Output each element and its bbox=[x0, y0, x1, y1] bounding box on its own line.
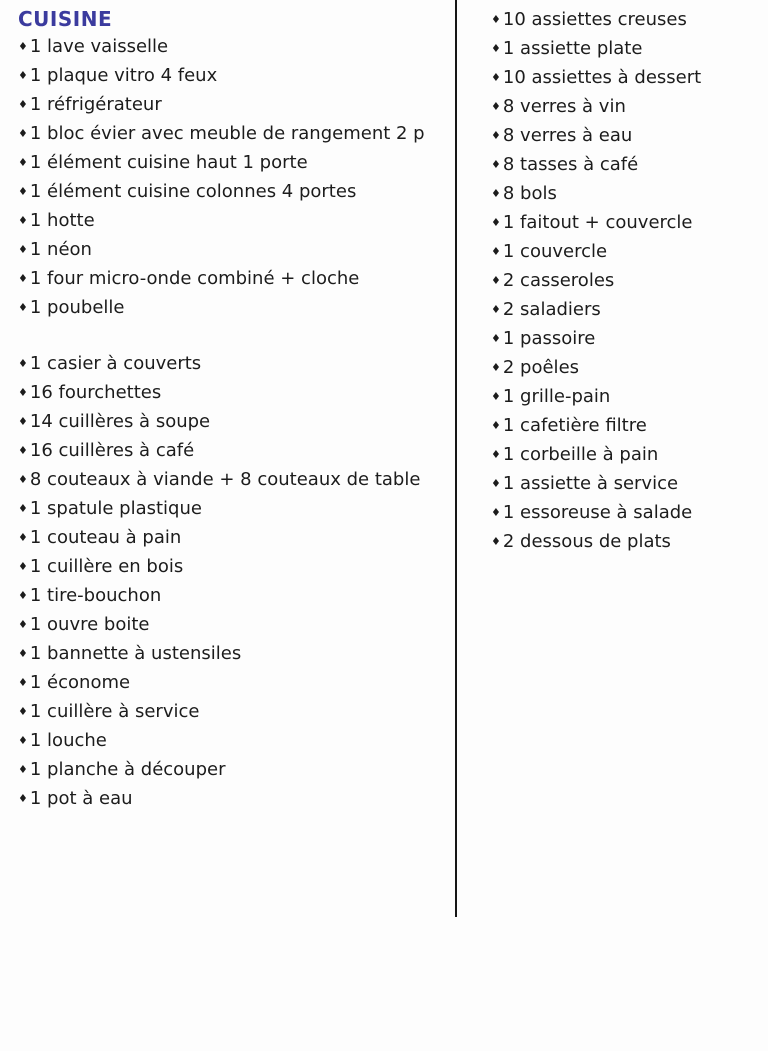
item-label: 1 ouvre boite bbox=[29, 614, 150, 635]
item-label: 1 planche à découper bbox=[29, 759, 226, 780]
list-item bbox=[491, 64, 763, 93]
item-label: 1 hotte bbox=[29, 210, 95, 231]
item-label: 8 couteaux à viande + 8 couteaux de table bbox=[29, 469, 421, 490]
list-item bbox=[491, 238, 763, 267]
list-item bbox=[18, 437, 448, 466]
page-title: CUISINE bbox=[18, 7, 113, 31]
diamond-bullet-icon: ♦ bbox=[18, 502, 28, 515]
diamond-bullet-icon: ♦ bbox=[18, 357, 28, 370]
list-item bbox=[18, 236, 448, 265]
list-item bbox=[18, 33, 448, 62]
list-item bbox=[18, 495, 448, 524]
item-label: 1 cafetière filtre bbox=[502, 415, 647, 436]
item-label: 1 cuillère en bois bbox=[29, 556, 184, 577]
list-item bbox=[18, 120, 448, 149]
list-item bbox=[18, 756, 448, 785]
list-item bbox=[18, 62, 448, 91]
diamond-bullet-icon: ♦ bbox=[491, 129, 501, 142]
list-item bbox=[491, 6, 763, 35]
list-item bbox=[18, 640, 448, 669]
diamond-bullet-icon: ♦ bbox=[18, 40, 28, 53]
diamond-bullet-icon: ♦ bbox=[491, 361, 501, 374]
diamond-bullet-icon: ♦ bbox=[18, 473, 28, 486]
diamond-bullet-icon: ♦ bbox=[491, 187, 501, 200]
list-item bbox=[18, 466, 448, 495]
list-item bbox=[491, 499, 763, 528]
item-label: 1 spatule plastique bbox=[29, 498, 202, 519]
item-label: 1 grille-pain bbox=[502, 386, 611, 407]
list-item bbox=[18, 207, 448, 236]
item-label: 1 casier à couverts bbox=[29, 353, 202, 374]
diamond-bullet-icon: ♦ bbox=[18, 386, 28, 399]
diamond-bullet-icon: ♦ bbox=[18, 415, 28, 428]
diamond-bullet-icon: ♦ bbox=[491, 477, 501, 490]
list-item bbox=[18, 582, 448, 611]
item-label: 1 four micro-onde combiné + cloche bbox=[29, 268, 360, 289]
diamond-bullet-icon: ♦ bbox=[491, 506, 501, 519]
diamond-bullet-icon: ♦ bbox=[491, 100, 501, 113]
diamond-bullet-icon: ♦ bbox=[18, 647, 28, 660]
item-label: 2 casseroles bbox=[502, 270, 615, 291]
diamond-bullet-icon: ♦ bbox=[18, 763, 28, 776]
item-label: 1 poubelle bbox=[29, 297, 125, 318]
list-item bbox=[491, 267, 763, 296]
list-item bbox=[491, 122, 763, 151]
diamond-bullet-icon: ♦ bbox=[18, 444, 28, 457]
list-item bbox=[18, 553, 448, 582]
diamond-bullet-icon: ♦ bbox=[491, 303, 501, 316]
item-label: 16 fourchettes bbox=[29, 382, 162, 403]
list-item bbox=[491, 296, 763, 325]
diamond-bullet-icon: ♦ bbox=[18, 734, 28, 747]
list-item bbox=[18, 408, 448, 437]
diamond-bullet-icon: ♦ bbox=[18, 98, 28, 111]
blank-line-spacer bbox=[18, 323, 448, 350]
item-label: 1 couvercle bbox=[502, 241, 608, 262]
item-label: 1 passoire bbox=[502, 328, 596, 349]
diamond-bullet-icon: ♦ bbox=[491, 216, 501, 229]
item-label: 8 bols bbox=[502, 183, 557, 204]
list-item bbox=[491, 441, 763, 470]
item-label: 10 assiettes creuses bbox=[502, 9, 687, 30]
list-item bbox=[491, 354, 763, 383]
list-item bbox=[18, 350, 448, 379]
list-item bbox=[18, 178, 448, 207]
list-item bbox=[18, 611, 448, 640]
item-label: 1 louche bbox=[29, 730, 107, 751]
item-label: 8 verres à eau bbox=[502, 125, 633, 146]
item-label: 8 tasses à café bbox=[502, 154, 639, 175]
diamond-bullet-icon: ♦ bbox=[491, 448, 501, 461]
item-label: 1 pot à eau bbox=[29, 788, 133, 809]
item-label: 1 tire-bouchon bbox=[29, 585, 162, 606]
item-label: 2 saladiers bbox=[502, 299, 601, 320]
diamond-bullet-icon: ♦ bbox=[18, 792, 28, 805]
list-item bbox=[18, 698, 448, 727]
diamond-bullet-icon: ♦ bbox=[18, 69, 28, 82]
item-label: 1 bannette à ustensiles bbox=[29, 643, 242, 664]
diamond-bullet-icon: ♦ bbox=[18, 676, 28, 689]
diamond-bullet-icon: ♦ bbox=[491, 71, 501, 84]
item-label: 1 élément cuisine colonnes 4 portes bbox=[29, 181, 357, 202]
list-item bbox=[491, 209, 763, 238]
list-item bbox=[18, 524, 448, 553]
item-label: 2 poêles bbox=[502, 357, 580, 378]
list-item bbox=[18, 727, 448, 756]
list-item bbox=[18, 294, 448, 323]
item-label: 8 verres à vin bbox=[502, 96, 626, 117]
list-item bbox=[18, 669, 448, 698]
list-item bbox=[18, 785, 448, 814]
item-label: 1 assiette plate bbox=[502, 38, 643, 59]
diamond-bullet-icon: ♦ bbox=[18, 589, 28, 602]
item-label: 1 élément cuisine haut 1 porte bbox=[29, 152, 308, 173]
item-label: 1 corbeille à pain bbox=[502, 444, 659, 465]
utensils-list bbox=[18, 350, 448, 814]
item-label: 1 assiette à service bbox=[502, 473, 679, 494]
item-label: 2 dessous de plats bbox=[502, 531, 671, 552]
item-label: 16 cuillères à café bbox=[29, 440, 195, 461]
diamond-bullet-icon: ♦ bbox=[18, 531, 28, 544]
list-item bbox=[491, 93, 763, 122]
item-label: 10 assiettes à dessert bbox=[502, 67, 702, 88]
list-item bbox=[18, 265, 448, 294]
diamond-bullet-icon: ♦ bbox=[491, 42, 501, 55]
diamond-bullet-icon: ♦ bbox=[491, 419, 501, 432]
diamond-bullet-icon: ♦ bbox=[491, 13, 501, 26]
diamond-bullet-icon: ♦ bbox=[491, 158, 501, 171]
item-label: 1 bloc évier avec meuble de rangement 2 p bbox=[29, 123, 425, 144]
tableware-list bbox=[491, 6, 763, 557]
diamond-bullet-icon: ♦ bbox=[18, 301, 28, 314]
diamond-bullet-icon: ♦ bbox=[491, 390, 501, 403]
diamond-bullet-icon: ♦ bbox=[18, 185, 28, 198]
diamond-bullet-icon: ♦ bbox=[491, 535, 501, 548]
list-item bbox=[491, 35, 763, 64]
list-item bbox=[491, 528, 763, 557]
item-label: 1 plaque vitro 4 feux bbox=[29, 65, 218, 86]
item-label: 1 couteau à pain bbox=[29, 527, 182, 548]
diamond-bullet-icon: ♦ bbox=[18, 156, 28, 169]
appliances-list bbox=[18, 33, 448, 323]
list-item bbox=[491, 325, 763, 354]
list-item bbox=[491, 470, 763, 499]
item-label: 1 cuillère à service bbox=[29, 701, 200, 722]
list-item bbox=[18, 91, 448, 120]
diamond-bullet-icon: ♦ bbox=[491, 274, 501, 287]
list-item bbox=[491, 383, 763, 412]
diamond-bullet-icon: ♦ bbox=[18, 705, 28, 718]
item-label: 1 réfrigérateur bbox=[29, 94, 162, 115]
diamond-bullet-icon: ♦ bbox=[18, 214, 28, 227]
item-label: 1 néon bbox=[29, 239, 92, 260]
list-item bbox=[18, 149, 448, 178]
item-label: 1 économe bbox=[29, 672, 131, 693]
diamond-bullet-icon: ♦ bbox=[491, 245, 501, 258]
diamond-bullet-icon: ♦ bbox=[18, 272, 28, 285]
item-label: 14 cuillères à soupe bbox=[29, 411, 211, 432]
right-column bbox=[491, 6, 763, 557]
column-divider-line bbox=[455, 0, 457, 917]
left-column bbox=[18, 6, 448, 814]
list-item bbox=[491, 180, 763, 209]
diamond-bullet-icon: ♦ bbox=[18, 243, 28, 256]
list-item bbox=[18, 379, 448, 408]
item-label: 1 essoreuse à salade bbox=[502, 502, 693, 523]
list-item bbox=[491, 412, 763, 441]
diamond-bullet-icon: ♦ bbox=[18, 560, 28, 573]
item-label: 1 lave vaisselle bbox=[29, 36, 169, 57]
diamond-bullet-icon: ♦ bbox=[18, 618, 28, 631]
list-item bbox=[491, 151, 763, 180]
diamond-bullet-icon: ♦ bbox=[491, 332, 501, 345]
item-label: 1 faitout + couvercle bbox=[502, 212, 693, 233]
diamond-bullet-icon: ♦ bbox=[18, 127, 28, 140]
